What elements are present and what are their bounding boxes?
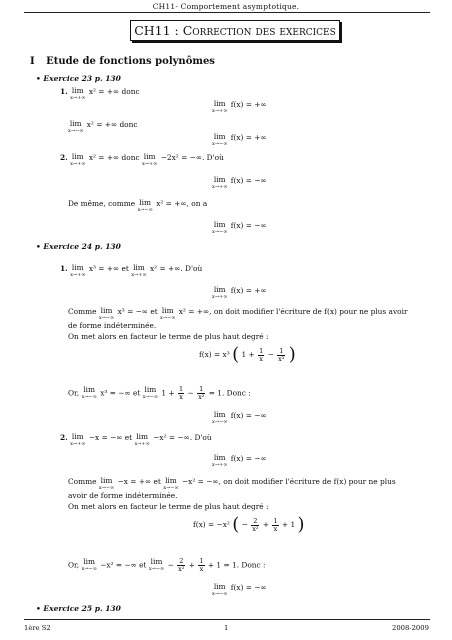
ex23-result-1: lim x→+∞ f(x) = +∞ [212,99,267,114]
item-number: 1. [60,87,68,96]
exercise-23-heading: • Exercice 23 p. 130 [36,74,121,83]
ex24-comment-2: Comme lim x→−∞ −x = +∞ et lim x→−∞ −x² = −∞, on doit modifier l'écriture de f(x) pour ne plus [68,476,396,491]
ex23-line-2: lim x→−∞ x² = +∞ donc [68,119,138,134]
footer-rule [24,619,430,620]
fraction: $\frac{1}{x}$ [259,346,264,363]
limit: lim x→+∞ [70,86,86,101]
ex24-comment-2-line-3: On met alors en facteur le terme de plus haut degré : [68,502,269,511]
ex23-line-3: 2. lim x→+∞ x² = +∞ donc lim x→+∞ −2x² = −∞. D'où [60,152,224,167]
exercise-25-heading: • Exercice 25 p. 130 [36,604,121,613]
fraction: $\frac{1}{\text{x³}}$ [278,346,285,363]
math-text: x² = +∞ donc [88,87,140,96]
ex24-result-3: lim x→+∞ f(x) = −∞ [212,453,267,468]
ex24-comment-1-line-3: On met alors en facteur le terme de plus haut degré : [68,332,269,341]
section-number: I [30,56,35,67]
running-head: CH11- Comportement asymptotique. [152,2,300,11]
page-title: CH11 : Correction des exercices [130,20,340,41]
exercise-23-label: Exercice 23 p. 130 [43,74,121,83]
header-rule [24,12,430,13]
ex24-factorized-2: f(x) = −x² ( − $\frac{2}{\text{x²}}$ + $\frac{1}{x}$ + 1 ) [193,514,305,535]
ex23-line-4: De même, comme lim x→−∞ x² = +∞, on a [68,198,208,213]
ex24-comment-1-line-2: de forme indéterminée. [68,321,157,330]
ex24-result-2: lim x→−∞ f(x) = −∞ [212,410,267,425]
ex24-comment-1: Comme lim x→−∞ x³ = −∞ et lim x→−∞ x² = +∞, on doit modifier l'écriture de f(x) pour ne plus avoir [68,306,408,321]
footer-class: 1ère S2 [24,624,51,632]
exercise-24-heading: • Exercice 24 p. 130 [36,242,121,251]
footer-page-number: 1 [224,624,229,632]
ex23-result-3: lim x→+∞ f(x) = −∞ [212,175,267,190]
ex24-result-4: lim x→−∞ f(x) = −∞ [212,582,267,597]
ex24-line-2: 2. lim x→+∞ −x = −∞ et lim x→+∞ −x² = −∞. D'où [60,432,212,447]
ex24-line-1: 1. lim x→+∞ x³ = +∞ et lim x→+∞ x² = +∞. D'où [60,263,203,278]
ex23-result-2: lim x→−∞ f(x) = +∞ [212,132,267,147]
ex23-result-4: lim x→−∞ f(x) = −∞ [212,220,267,235]
ex24-factorized-1: f(x) = x³ ( 1 + $\frac{1}{x}$ − $\frac{1}{\text{x³}}$ ) [199,344,296,365]
ex24-result-1: lim x→+∞ f(x) = +∞ [212,285,267,300]
exercise-24-label: Exercice 24 p. 130 [43,242,121,251]
exercise-25-label: Exercice 25 p. 130 [43,604,121,613]
ex24-comment-2-line-2: avoir de forme indéterminée. [68,491,178,500]
section-title: Etude de fonctions polynômes [46,56,215,67]
ex24-or-1: Or, lim x→−∞ x³ = −∞ et lim x→−∞ 1 + $\frac{1}{x}$ − $\frac{1}{\text{x²}}$ = 1. Donc : [68,385,251,401]
section-heading [30,56,215,67]
footer-year: 2008-2009 [392,624,429,632]
ex23-line-1 [60,87,140,101]
ex24-or-2: Or, lim x→−∞ −x² = −∞ et lim x→−∞ − $\frac{2}{\text{x²}}$ + $\frac{1}{x}$ + 1 = 1. Donc : [68,557,266,573]
